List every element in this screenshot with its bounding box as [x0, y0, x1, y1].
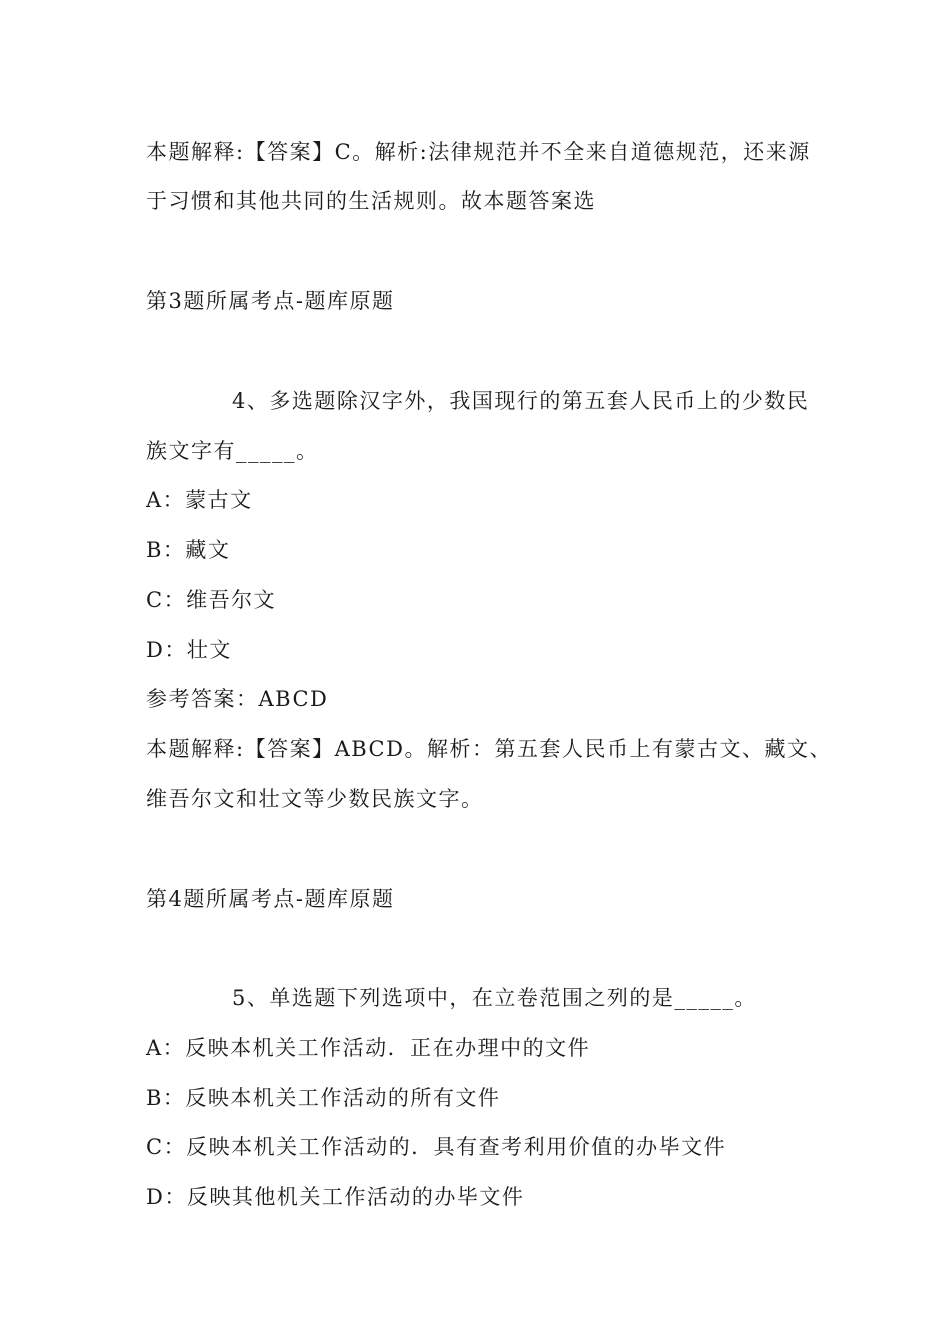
q4-explanation-line-1: 本题解释:【答案】ABCD。解析：第五套人民币上有蒙古文、藏文、	[146, 737, 832, 761]
q4-stem-line-1: 4、多选题除汉字外，我国现行的第五套人民币上的少数民	[232, 389, 810, 413]
q4-option-b: B：藏文	[146, 538, 231, 562]
q4-knowledge-point: 第4题所属考点-题库原题	[146, 887, 395, 911]
q4-stem-line-2: 族文字有_____。	[146, 439, 319, 463]
q5-option-a: A：反映本机关工作活动．正在办理中的文件	[146, 1036, 591, 1060]
q4-option-a: A：蒙古文	[146, 488, 253, 512]
q5-stem: 5、单选题下列选项中，在立卷范围之列的是_____。	[232, 986, 757, 1010]
q4-explanation-line-2: 维吾尔文和壮文等少数民族文字。	[146, 787, 484, 811]
q3-explanation-line-2: 于习惯和其他共同的生活规则。故本题答案选	[146, 189, 596, 213]
q4-answer: 参考答案：ABCD	[146, 687, 329, 711]
q3-explanation-line-1: 本题解释:【答案】C。解析:法律规范并不全来自道德规范，还来源	[146, 140, 811, 164]
q4-option-c: C：维吾尔文	[146, 588, 277, 612]
q5-option-d: D：反映其他机关工作活动的办毕文件	[146, 1185, 525, 1209]
q3-knowledge-point: 第3题所属考点-题库原题	[146, 289, 395, 313]
q5-option-b: B：反映本机关工作活动的所有文件	[146, 1086, 501, 1110]
q5-option-c: C：反映本机关工作活动的．具有查考利用价值的办毕文件	[146, 1135, 727, 1159]
q4-option-d: D：壮文	[146, 638, 232, 662]
